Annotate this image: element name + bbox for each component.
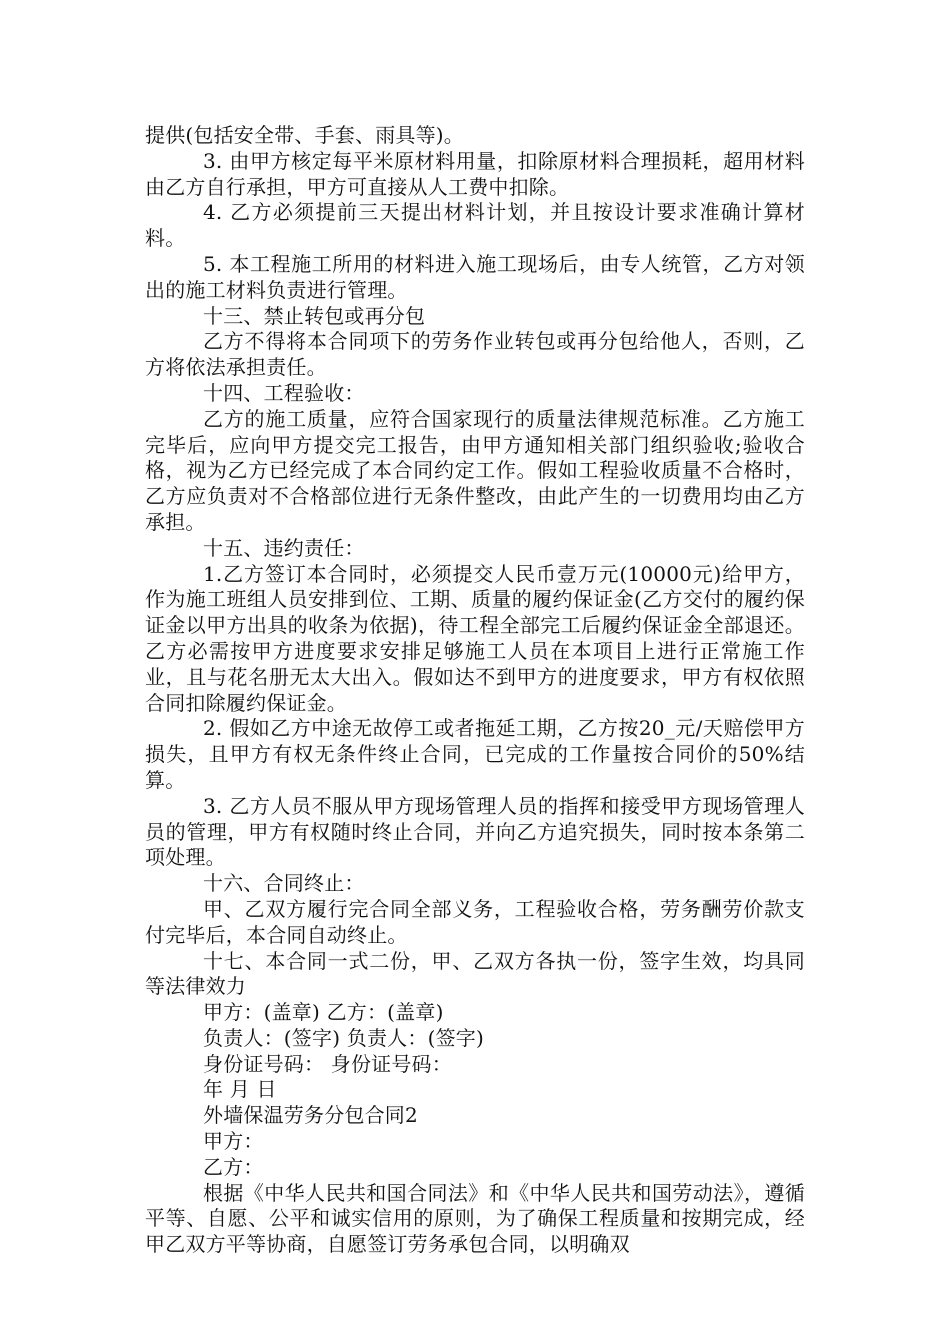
text-line: 提供(包括安全带、手套、雨具等)。 xyxy=(145,123,465,147)
paragraph: 2. 假如乙方中途无故停工或者拖延工期，乙方按20_元/天赔偿甲方损失，且甲方有权无条件终止合同，已完成的工作量按合同价的50%结算。 xyxy=(145,716,805,792)
text-line: 外墙保温劳务分包合同2 xyxy=(203,1103,418,1128)
document-page xyxy=(145,123,805,1258)
paragraph: 5. 本工程施工所用的材料进入施工现场后，由专人统管，乙方对领出的施工材料负责进行管理。 xyxy=(145,251,805,302)
paragraph: 乙方的施工质量，应符合国家现行的质量法律规范标准。乙方施工完毕后，应向甲方提交完工报告，由甲方通知相关部门组织验收;验收合格，视为乙方已经完成了本合同约定工作。假如工程验收质量不合格时，乙方应负责对不合格部位进行无条件整改，由此产生的一切费用均由乙方承担。 xyxy=(145,406,805,534)
paragraph: 4. 乙方必须提前三天提出材料计划，并且按设计要求准确计算材料。 xyxy=(145,200,805,251)
text-line: 十三、禁止转包或再分包 xyxy=(203,303,426,328)
paragraph: 1.乙方签订本合同时，必须提交人民币壹万元(10000元)给甲方，作为施工班组人员安排到位、工期、质量的履约保证金(乙方交付的履约保证金以甲方出具的收条为依据)，待工程全部完工后履约保证金全部退还。乙方必需按甲方进度要求安排足够施工人员在本项目上进行正常施工作业，且与花名册无太大出入。假如达不到甲方的进度要求，甲方有权依照合同扣除履约保证金。 xyxy=(145,561,805,715)
text-line: 乙方： xyxy=(203,1154,264,1179)
paragraph: 3. 乙方人员不服从甲方现场管理人员的指挥和接受甲方现场管理人员的管理，甲方有权随时终止合同，并向乙方追究损失，同时按本条第二项处理。 xyxy=(145,793,805,870)
paragraph: 3. 由甲方核定每平米原材料用量，扣除原材料合理损耗，超用材料由乙方自行承担，甲方可直接从人工费中扣除。 xyxy=(145,148,805,199)
text-line: 身份证号码： 身份证号码： xyxy=(203,1051,452,1076)
text-line: 十四、工程验收： xyxy=(203,380,365,405)
paragraph: 十七、本合同一式二份，甲、乙双方各执一份，签字生效，均具同等法律效力 xyxy=(145,948,805,999)
paragraph: 根据《中华人民共和国合同法》和《中华人民共和国劳动法》，遵循平等、自愿、公平和诚实信用的原则，为了确保工程质量和按期完成，经甲乙双方平等协商，自愿签订劳务承包合同，以明确双 xyxy=(145,1180,805,1257)
paragraph: 甲、乙双方履行完合同全部义务，工程验收合格，劳务酬劳价款支付完毕后，本合同自动终止。 xyxy=(145,896,805,947)
text-line: 甲方：(盖章) 乙方：(盖章) xyxy=(203,1000,444,1025)
text-line: 十五、违约责任： xyxy=(203,535,365,560)
text-line: 十六、合同终止： xyxy=(203,871,365,896)
text-line: 甲方： xyxy=(203,1129,264,1154)
paragraph: 乙方不得将本合同项下的劳务作业转包或再分包给他人，否则，乙方将依法承担责任。 xyxy=(145,329,805,380)
text-line: 年 月 日 xyxy=(203,1077,277,1102)
text-line: 负责人：(签字) 负责人：(签字) xyxy=(203,1025,484,1050)
